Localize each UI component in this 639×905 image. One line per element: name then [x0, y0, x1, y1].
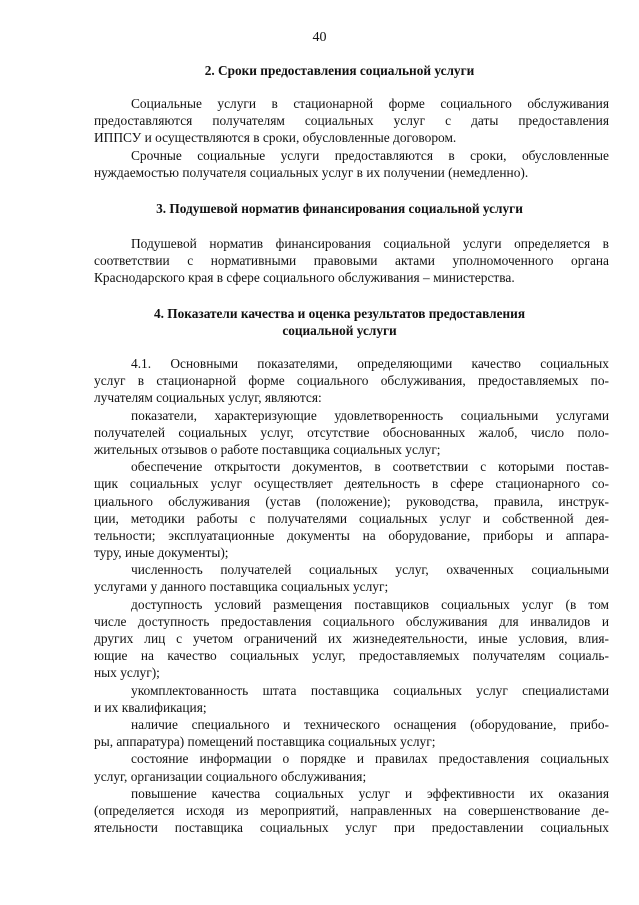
text-line: (определяется исходя из мероприятий, направленных на совершенствование де- [94, 802, 609, 818]
text-line: Краснодарского края в сфере социального обслуживания – министерства. [94, 270, 515, 286]
text-line: повышение качества социальных услуг и эффективности их оказания [131, 785, 609, 801]
text-line: Социальные услуги в стационарной форме социального обслуживания [131, 96, 609, 111]
text-line: обеспечение открытости документов, в соответствии с которыми постав- [131, 459, 609, 475]
text-line: услугами у данного поставщика социальных услуг; [94, 579, 389, 595]
text-line: ятельности поставщика социальных услуг при предоставлении социальных [94, 820, 609, 836]
text-line: Подушевой норматив финансирования социальной услуги определяется в [131, 236, 609, 251]
text-line: других лиц с учетом ограничений их жизнедеятельности, иные условия, влия- [94, 631, 609, 646]
section-4-heading-line-2: социальной услуги [282, 323, 397, 338]
section-4-body [94, 355, 609, 836]
text-line: циального обслуживания (устав (положение); руководства, правила, инструк- [94, 493, 609, 509]
section-4-heading [110, 305, 569, 339]
text-line: доступность условий размещения поставщиков социальных услуг (в том [131, 596, 609, 612]
text-line: нуждаемостью получателя социальных услуг в их получении (немедленно). [94, 165, 529, 181]
text-line: численность получателей социальных услуг, охваченных социальными [131, 562, 609, 578]
section-4-heading-line-1: 4. Показатели качества и оценка результатов предоставления [153, 306, 526, 321]
text-line: и их квалификация; [94, 699, 207, 715]
section-3-heading: 3. Подушевой норматив финансирования социальной услуги [156, 201, 523, 216]
section-3-paragraph [94, 235, 609, 287]
text-line: ющие на качество социальных услуг, предоставляемых получателям социаль- [94, 648, 609, 664]
page-number: 40 [312, 30, 327, 45]
text-line: ИППСУ и осуществляются в сроки, обусловленные договором. [94, 130, 457, 146]
text-line: получателей социальных услуг, отсутствие обоснованных жалоб, число поло- [94, 424, 609, 440]
text-line: ры, аппаратура) помещений поставщика социальных услуг; [94, 734, 436, 750]
text-line: Срочные социальные услуги предоставляются в сроки, обусловленные [131, 148, 609, 163]
text-line: укомплектованность штата поставщика социальных услуг специалистами [131, 682, 609, 698]
text-line: тельности; эксплуатационные документы на оборудование, приборы и аппара- [94, 527, 609, 543]
text-line: состояние информации о порядке и правилах предоставления социальных [131, 751, 609, 767]
section-2-paragraph-2 [94, 147, 609, 181]
text-line: туру, иные документы); [94, 545, 229, 561]
text-line: услуг в стационарной форме социального обслуживания, предоставляемых по- [94, 373, 609, 389]
text-line: жительных отзывов о работе поставщика социальных услуг; [94, 441, 441, 457]
text-line: ных услуг); [94, 665, 160, 681]
text-line: услуг, организации социального обслуживания; [94, 768, 367, 784]
text-line: 4.1. Основными показателями, определяющими качество социальных [131, 356, 609, 371]
text-line: наличие специального и технического оснащения (оборудование, прибо- [131, 716, 609, 732]
text-line: показатели, характеризующие удовлетворенность социальными услугами [131, 407, 609, 423]
text-line: предоставляются получателям социальных услуг с даты предоставления [94, 113, 609, 129]
section-2-heading: 2. Сроки предоставления социальной услуги [204, 63, 475, 78]
text-line: ции, методики работы с получателями социальных услуг и собственной дея- [94, 510, 609, 526]
section-2-paragraph-1 [94, 95, 609, 147]
text-line: числе доступность предоставления социального обслуживания для инвалидов и [94, 613, 609, 629]
text-line: лучателям социальных услуг, являются: [94, 390, 322, 406]
text-line: щик социальных услуг осуществляет деятельность в сфере стационарного со- [94, 476, 609, 492]
text-line: соответствии с нормативными правовыми актами уполномоченного органа [94, 253, 609, 269]
